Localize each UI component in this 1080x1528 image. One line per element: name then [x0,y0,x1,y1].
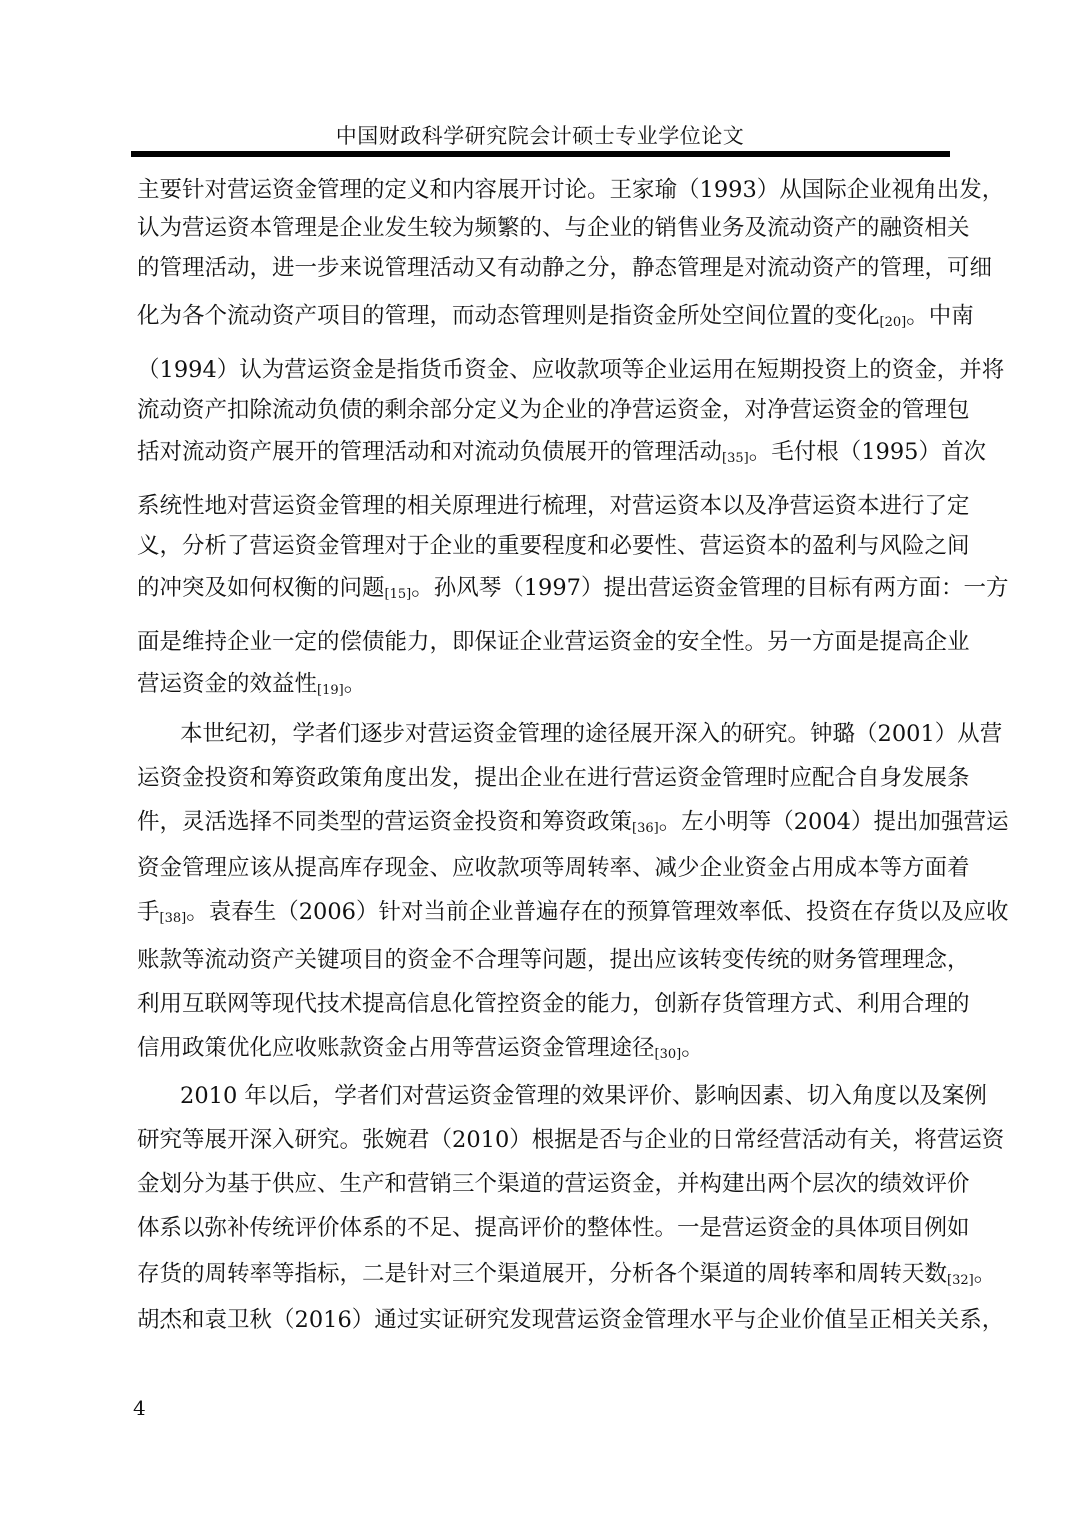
line-text-continued: 。 [973,1261,997,1287]
text-line [137,1164,970,1204]
running-header: 中国财政科学研究院会计硕士专业学位论文 [335,124,745,148]
text-line [180,714,1003,754]
text-line [137,1208,970,1248]
citation-ref: [35] [722,451,749,466]
page-number: 4 [133,1396,146,1420]
line-text-continued: 。 [681,1035,704,1061]
text-line [137,170,1005,210]
text-line [137,526,970,566]
citation-ref: [36] [632,821,659,836]
text-line [137,892,1009,932]
line-text-continued: 。毛付根（1995）首次 [748,439,986,465]
text-line [137,296,974,336]
text-line [137,1120,1005,1160]
line-text: 的冲突及如何权衡的问题 [137,575,385,601]
line-text: 义，分析了营运资金管理对于企业的重要程度和必要性、营运资本的盈利与风险之间 [137,533,970,559]
line-text: 系统性地对营运资金管理的相关原理进行梳理，对营运资本以及净营运资本进行了定 [137,493,970,519]
line-text: 2010 年以后，学者们对营运资金管理的效果评价、影响因素、切入角度以及案例 [180,1083,987,1109]
line-text: 面是维持企业一定的偿债能力，即保证企业营运资金的安全性。另一方面是提高企业 [137,629,970,655]
line-text: 营运资金的效益性 [137,671,318,697]
line-text: 手 [137,899,160,925]
text-line [180,1076,987,1116]
line-text-continued: 。左小明等（2004）提出加强营运 [658,809,1009,835]
line-text-continued: 。袁春生（2006）针对当前企业普遍存在的预算管理效率低、投资在存货以及应收 [186,899,1009,925]
text-line [137,1028,947,1068]
text-line [137,486,970,526]
line-text: 存货的周转率等指标，二是针对三个渠道展开，分析各个渠道的周转率和周转天数 [137,1261,948,1287]
line-text: 流动资产扣除流动负债的剩余部分定义为企业的净营运资金，对净营运资金的管理包 [137,397,970,423]
text-line [137,350,1005,390]
header-rule [131,151,950,157]
citation-ref: [15] [384,587,412,602]
line-text: 胡杰和袁卫秋（2016）通过实证研究发现营运资金管理水平与企业价值呈正相关关系， [137,1307,1005,1333]
text-line [137,390,970,430]
line-text-continued: 。中南 [906,303,974,329]
citation-ref: [30] [654,1047,682,1062]
line-text: 括对流动资产展开的管理活动和对流动负债展开的管理活动 [137,439,723,465]
line-text: 的管理活动，进一步来说管理活动又有动静之分，静态管理是对流动资产的管理，可细 [137,255,993,281]
text-line [137,1254,997,1294]
text-line [137,940,970,980]
text-line [137,802,1009,842]
citation-ref: [20] [879,315,907,330]
line-text: 本世纪初，学者们逐步对营运资金管理的途径展开深入的研究。钟璐（2001）从营 [180,721,1003,747]
line-text-continued: 。 [343,671,367,697]
text-line [137,758,970,798]
line-text: 研究等展开深入研究。张婉君（2010）根据是否与企业的日常经营活动有关，将营运资 [137,1127,1005,1153]
text-line [137,1300,1005,1340]
text-line [137,208,970,248]
text-line [137,984,970,1024]
line-text-continued: 。孙风琴（1997）提出营运资金管理的目标有两方面：一方 [411,575,1009,601]
line-text: 资金管理应该从提高库存现金、应收款项等周转率、减少企业资金占用成本等方面着 [137,855,970,881]
line-text: 件，灵活选择不同类型的营运资金投资和筹资政策 [137,809,633,835]
line-text: 主要针对营运资金管理的定义和内容展开讨论。王家瑜（1993）从国际企业视角出发， [137,177,1005,203]
text-line [137,664,947,704]
line-text: 利用互联网等现代技术提高信息化管控资金的能力，创新存货管理方式、利用合理的 [137,991,970,1017]
line-text: 信用政策优化应收账款资金占用等营运资金管理途径 [137,1035,655,1061]
citation-ref: [32] [947,1273,974,1288]
citation-ref: [38] [159,911,187,926]
line-text: 运资金投资和筹资政策角度出发，提出企业在进行营运资金管理时应配合自身发展条 [137,765,970,791]
line-text: （1994）认为营运资金是指货币资金、应收款项等企业运用在短期投资上的资金，并将 [137,357,1005,383]
line-text: 体系以弥补传统评价体系的不足、提高评价的整体性。一是营运资金的具体项目例如 [137,1215,970,1241]
line-text: 账款等流动资产关键项目的资金不合理等问题，提出应该转变传统的财务管理理念， [137,947,970,973]
line-text: 认为营运资本管理是企业发生较为频繁的、与企业的销售业务及流动资产的融资相关 [137,215,970,241]
line-text: 化为各个流动资产项目的管理，而动态管理则是指资金所处空间位置的变化 [137,303,880,329]
text-line [137,622,970,662]
text-line [137,432,986,472]
text-line [137,568,1009,608]
line-text: 金划分为基于供应、生产和营销三个渠道的营运资金，并构建出两个层次的绩效评价 [137,1171,970,1197]
text-line [137,848,970,888]
citation-ref: [19] [317,683,344,698]
text-line [137,248,993,288]
